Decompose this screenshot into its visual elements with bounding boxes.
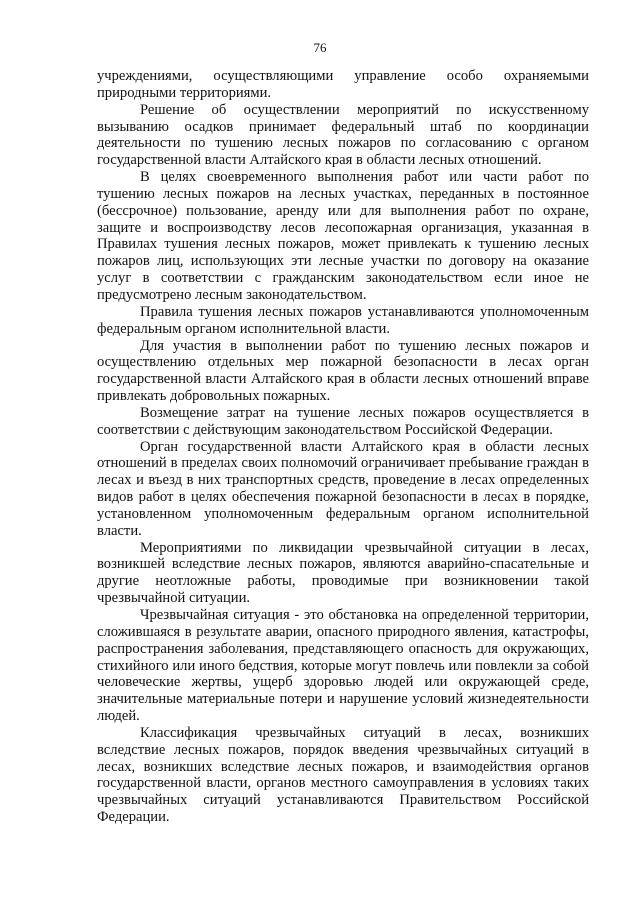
paragraph: Правила тушения лесных пожаров устанавливаются уполномоченным федеральным органом исполнительной власти. [97, 303, 589, 337]
paragraph: Орган государственной власти Алтайского края в области лесных отношений в пределах своих полномочий ограничивает пребывание граждан в лесах и въезд в них транспортных средств, проведение в лесах определенных видов работ в целях обеспечения пожарной безопасности в лесах в порядке, установленном уполномоченным федеральным органом исполнительной власти. [97, 438, 589, 539]
paragraph-continuation: учреждениями, осуществляющими управление особо охраняемыми природными территориями. [97, 68, 589, 101]
paragraph: Решение об осуществлении мероприятий по искусственному вызыванию осадков принимает федеральный штаб по координации деятельности по тушению лесных пожаров по согласованию с органом государственной власти Алтайского края в области лесных отношений. [97, 101, 589, 169]
paragraph: Чрезвычайная ситуация - это обстановка на определенной территории, сложившаяся в результате аварии, опасного природного явления, катастрофы, распространения заболевания, представляющего опасность для окружающих, стихийного или иного бедствия, которые могут повлечь или повлекли за собой человеческие жертвы, ущерб здоровью людей или окружающей среде, значительные материальные потери и нарушение условий жизнедеятельности людей. [97, 607, 589, 725]
paragraph: В целях своевременного выполнения работ или части работ по тушению лесных пожаров на лесных участках, переданных в постоянное (бессрочное) пользование, аренду или для выполнения работ по охране, защите и воспроизводству лесов лесопожарная организация, указанная в Правилах тушения лесных пожаров, может привлекать к тушению лесных пожаров лиц, использующих эти лесные участки по договору на оказание услуг в соответствии с гражданским законодательством если иное не предусмотрено лесным законодательством. [97, 169, 589, 303]
paragraph: Возмещение затрат на тушение лесных пожаров осуществляется в соответствии с действующим законодательством Российской Федерации. [97, 404, 589, 438]
document-body [97, 68, 589, 826]
paragraph: Для участия в выполнении работ по тушению лесных пожаров и осуществлению отдельных мер пожарной безопасности в лесах орган государственной власти Алтайского края в области лесных отношений вправе привлекать добровольных пожарных. [97, 337, 589, 405]
page-number: 76 [313, 40, 327, 55]
paragraph: Мероприятиями по ликвидации чрезвычайной ситуации в лесах, возникшей вследствие лесных пожаров, являются аварийно-спасательные и другие неотложные работы, проводимые при возникновении такой чрезвычайной ситуации. [97, 539, 589, 607]
paragraph: Классификация чрезвычайных ситуаций в лесах, возникших вследствие лесных пожаров, порядок введения чрезвычайных ситуаций в лесах, возникших вследствие лесных пожаров, и взаимодействия органов государственной власти, органов местного самоуправления в условиях таких чрезвычайных ситуаций устанавливаются Правительством Российской Федерации. [97, 724, 589, 826]
